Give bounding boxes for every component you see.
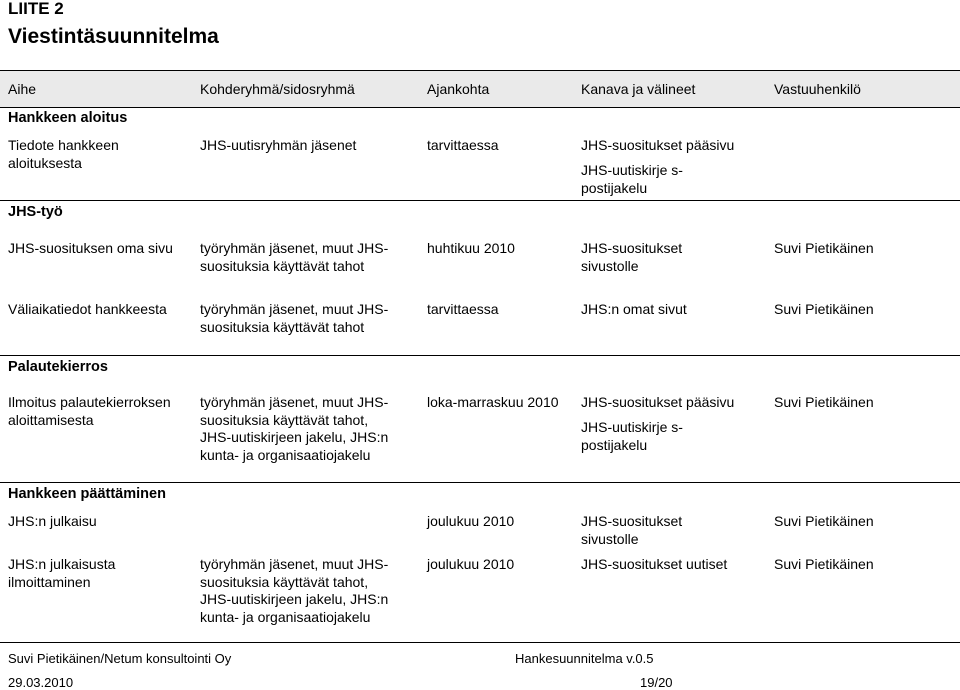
r2-time: huhtikuu 2010 xyxy=(427,240,515,256)
section-work: JHS-työ xyxy=(8,204,63,220)
divider xyxy=(0,482,960,483)
r4-channel-1: JHS-suositukset pääsivu xyxy=(581,394,735,410)
appendix-label: LIITE 2 xyxy=(8,0,64,18)
r3-time: tarvittaessa xyxy=(427,301,499,317)
r6-topic: JHS:n julkaisusta ilmoittaminen xyxy=(8,556,116,590)
r5-topic: JHS:n julkaisu xyxy=(8,513,97,529)
r2-topic: JHS-suosituksen oma sivu xyxy=(8,240,173,256)
r2-owner: Suvi Pietikäinen xyxy=(774,240,874,256)
header-channel: Kanava ja välineet xyxy=(581,81,696,97)
page-title: Viestintäsuunnitelma xyxy=(8,25,219,48)
r4-topic: Ilmoitus palautekierroksen aloittamisesta xyxy=(8,394,171,428)
section-end: Hankkeen päättäminen xyxy=(8,486,166,502)
r5-time: joulukuu 2010 xyxy=(427,513,515,529)
r1-topic: Tiedote hankkeen aloituksesta xyxy=(8,137,119,171)
r3-group: työryhmän jäsenet, muut JHS-suosituksia käyttävät tahot xyxy=(200,301,389,335)
r6-owner: Suvi Pietikäinen xyxy=(774,556,874,572)
r4-channel-2: JHS-uutiskirje s-postijakelu xyxy=(581,419,683,453)
header-topic: Aihe xyxy=(8,81,37,97)
divider xyxy=(0,355,960,356)
r6-group: työryhmän jäsenet, muut JHS-suosituksia käyttävät tahot, JHS-uutiskirjeen jakelu, JHS:n kunta- ja organisaatiojakelu xyxy=(200,556,389,625)
r6-time: joulukuu 2010 xyxy=(427,556,515,572)
r4-time: loka-marraskuu 2010 xyxy=(427,394,559,410)
r2-group: työryhmän jäsenet, muut JHS-suosituksia käyttävät tahot xyxy=(200,240,389,274)
r4-owner: Suvi Pietikäinen xyxy=(774,394,874,410)
r2-channel: JHS-suositukset sivustolle xyxy=(581,240,683,274)
section-start: Hankkeen aloitus xyxy=(8,110,128,126)
divider xyxy=(0,200,960,201)
r1-group: JHS-uutisryhmän jäsenet xyxy=(200,137,357,153)
table-header xyxy=(0,70,960,108)
footer-date: 29.03.2010 xyxy=(8,675,74,690)
r5-channel: JHS-suositukset sivustolle xyxy=(581,513,683,547)
header-group: Kohderyhmä/sidosryhmä xyxy=(200,81,355,97)
r1-channel-2: JHS-uutiskirje s-postijakelu xyxy=(581,162,683,196)
r1-channel-1: JHS-suositukset pääsivu xyxy=(581,137,735,153)
r3-channel: JHS:n omat sivut xyxy=(581,301,687,317)
r3-owner: Suvi Pietikäinen xyxy=(774,301,874,317)
section-feedback: Palautekierros xyxy=(8,359,108,375)
r4-group: työryhmän jäsenet, muut JHS-suosituksia käyttävät tahot, JHS-uutiskirjeen jakelu, JHS:n kunta- ja organisaatiojakelu xyxy=(200,394,389,463)
footer-page: 19/20 xyxy=(640,675,673,690)
footer-divider xyxy=(0,642,960,643)
r5-owner: Suvi Pietikäinen xyxy=(774,513,874,529)
r1-time: tarvittaessa xyxy=(427,137,499,153)
footer-doc: Hankesuunnitelma v.0.5 xyxy=(515,651,654,666)
footer-author: Suvi Pietikäinen/Netum konsultointi Oy xyxy=(8,651,232,666)
r3-topic: Väliaikatiedot hankkeesta xyxy=(8,301,167,317)
header-time: Ajankohta xyxy=(427,81,490,97)
header-owner: Vastuuhenkilö xyxy=(774,81,861,97)
r6-channel: JHS-suositukset uutiset xyxy=(581,556,728,572)
